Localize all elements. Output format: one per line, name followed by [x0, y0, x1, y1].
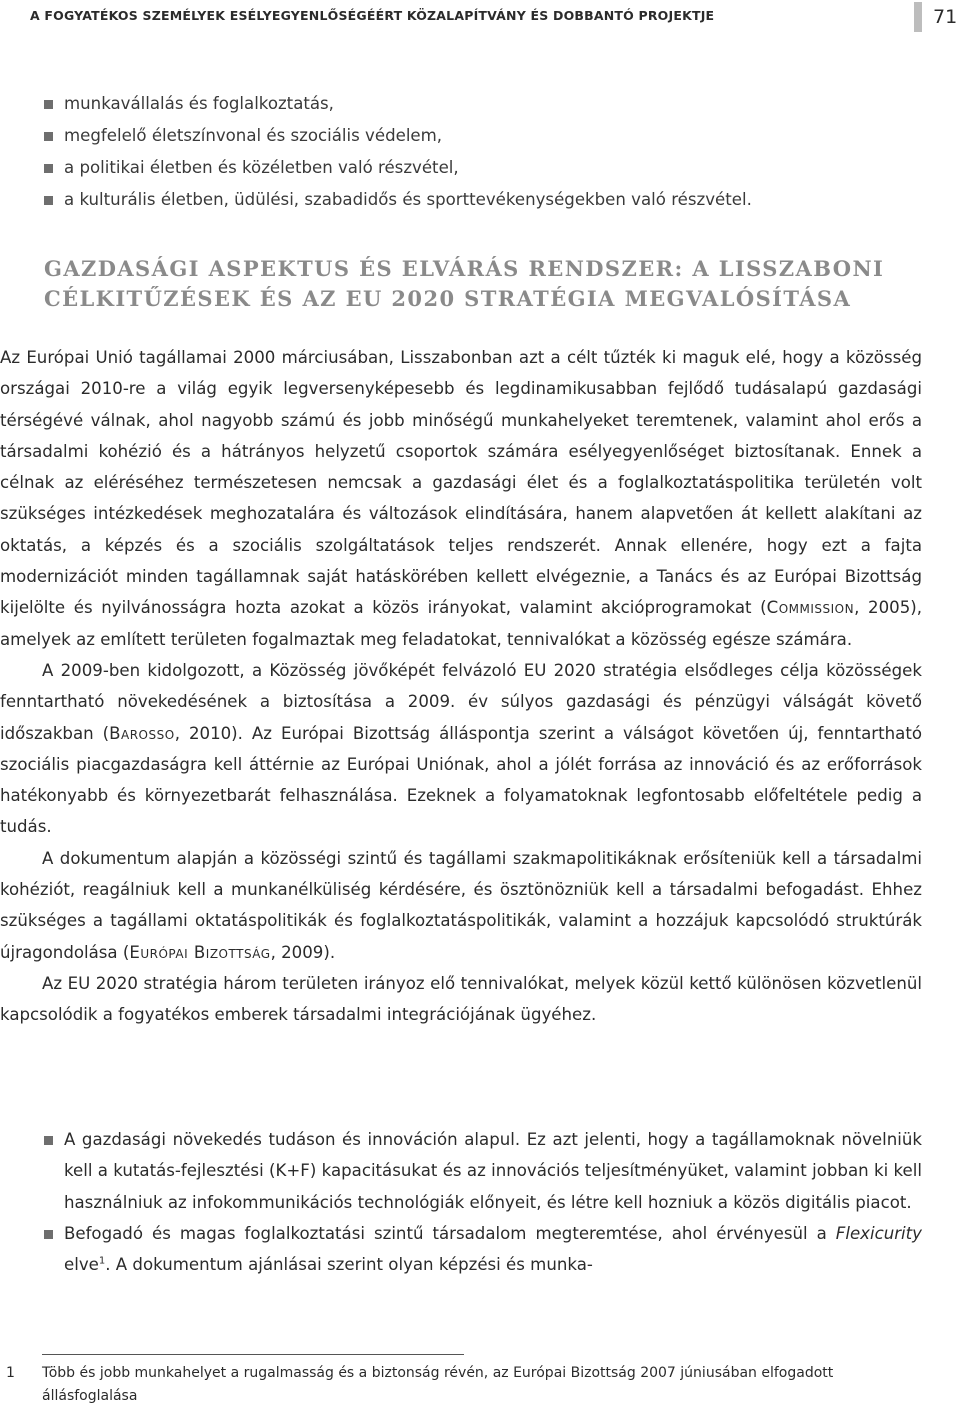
footnote-divider [42, 1354, 464, 1355]
list-item-text: megfelelő életszínvonal és szociális védelem, [64, 126, 443, 145]
paragraph-text: , 2009). [270, 942, 336, 962]
paragraph-text: , 2005), amelyek az említett területen fogalmaztak meg feladatokat, tennivalókat a közösség egésze számára. [0, 598, 922, 649]
list-item [42, 184, 922, 216]
body-bullet-list [42, 1124, 922, 1280]
square-bullet-icon [44, 196, 53, 205]
emphasis-term: Flexicurity [835, 1223, 922, 1243]
list-item [42, 120, 922, 152]
paragraph-text: A 2009-ben kidolgozott, a Közösség jövőképét felvázoló EU 2020 stratégia elsődleges célja közösségek fenntartható növekedésének a biztosítása a 2009. év súlyos gazdasági és pénzügyi válságát követő időszakban ( [0, 660, 922, 743]
paragraph-3 [0, 843, 922, 968]
list-item [42, 88, 922, 120]
footnote [0, 1362, 922, 1408]
footnote-text: Több és jobb munkahelyet a rugalmasság és a biztonság révén, az Európai Bizottság 2007 júniusában elfogadott állásfoglalása [42, 1365, 834, 1404]
square-bullet-icon [44, 164, 53, 173]
square-bullet-icon [44, 132, 53, 141]
list-item-text: a kulturális életben, üdülési, szabadidős és sporttevékenységekben való részvétel. [64, 190, 752, 209]
footnote-number: 1 [6, 1365, 15, 1381]
list-item [42, 1124, 922, 1218]
section-heading: GAZDASÁGI ASPEKTUS ÉS ELVÁRÁS RENDSZER: A LISSZABONI CÉLKITŰZÉSEK ÉS AZ EU 2020 STRATÉGIA MEGVALÓSÍTÁSA [44, 256, 885, 311]
list-item-text: . A dokumentum ajánlásai szerint olyan képzési és munka- [105, 1255, 593, 1275]
list-item [42, 1218, 922, 1281]
body-text [0, 342, 922, 1031]
footnote-marker[interactable]: 1 [98, 1255, 106, 1267]
list-item-text: elve [64, 1255, 99, 1275]
citation: Európai Bizottság [129, 942, 271, 962]
running-head-title: A FOGYATÉKOS SZEMÉLYEK ESÉLYEGYENLŐSÉGÉÉRT KÖZALAPÍTVÁNY ÉS DOBBANTÓ PROJEKTJE [30, 8, 715, 23]
citation: Commission [766, 598, 855, 618]
paragraph-text: A dokumentum alapján a közösségi szintű és tagállami szakmapolitikáknak erősíteniük kell a társadalmi kohéziót, reagálniuk kell a munkanélküliség kérdésére, és ösztönözniük kell a társadalmi befogadást. Ehhez szükséges a tagállami oktatáspolitikák és foglalkoztatáspolitikák, valamint a hozzájuk kapcsolódó struktúrák újragondolása ( [0, 848, 922, 962]
paragraph-1 [0, 342, 922, 655]
top-bullet-list [42, 88, 922, 216]
paragraph-text: Az Európai Unió tagállamai 2000 márciusában, Lisszabonban azt a célt tűzték ki maguk elé, hogy a közösség országai 2010-re a világ egyik legversenyképesebb és legdinamikusabban fejlődő tudásalapú gazdasági térségévé válnak, ahol nagyobb számú és jobb minőségű munkahelyeket teremtenek, valamint ahol erős a társadalmi kohézió és a hátrányos helyzetű csoportok számára esélyegyenlőséget biztosítanak. Ennek a célnak az eléréséhez természetesen nemcsak a gazdasági élet és a foglalkoztatáspolitika területén volt szükséges intézkedések meghozatalára és változások elindítására, hanem alapvetően át kellett alakítani az oktatás, a képzés és a szociális szolgáltatások teljes rendszerét. Annak ellenére, hogy ezt a fajta modernizációt minden tagállamnak saját hatáskörében kellett elvégeznie, a Tanács és az Európai Bizottság kijelölte és nyilvánosságra hozta azokat a közös irányokat, valamint akcióprogramokat ( [0, 348, 922, 618]
list-item [42, 152, 922, 184]
square-bullet-icon [44, 1230, 53, 1239]
paragraph-2 [0, 655, 922, 843]
citation: Barosso [109, 723, 175, 743]
header-rule [914, 2, 922, 32]
square-bullet-icon [44, 100, 53, 109]
square-bullet-icon [44, 1136, 53, 1145]
page-number: 71 [933, 6, 958, 28]
list-item-text: Befogadó és magas foglalkoztatási szintű társadalom megteremtése, ahol érvényesül a [64, 1223, 836, 1243]
paragraph-text: , 2010). Az Európai Bizottság álláspontja szerint a válságot követően új, fenntartható szociális piacgazdaságra kell áttérnie az Európai Uniónak, ahol a jólét forrása az innováció és az erőforrások hatékonyabb és környezetbarát felhasználása. Ezeknek a folyamatoknak legfontosabb előfeltétele pedig a tudás. [0, 723, 922, 837]
list-item-text: a politikai életben és közéletben való részvétel, [64, 158, 459, 177]
list-item-text: A gazdasági növekedés tudáson és innováción alapul. Ez azt jelenti, hogy a tagállamoknak növelniük kell a kutatás-fejlesztési (K+F) kapacitásukat és az innovációs teljesítményüket, valamint jobban ki kell használniuk az infokommunikációs technológiák előnyeit, és létre kell hozniuk a közös digitális piacot. [64, 1130, 922, 1212]
paragraph-4: Az EU 2020 stratégia három területen irányoz elő tennivalókat, melyek közül kettő különösen közvetlenül kapcsolódik a fogyatékos emberek társadalmi integrációjának ügyéhez. [0, 973, 922, 1025]
list-item-text: munkavállalás és foglalkoztatás, [64, 94, 334, 113]
